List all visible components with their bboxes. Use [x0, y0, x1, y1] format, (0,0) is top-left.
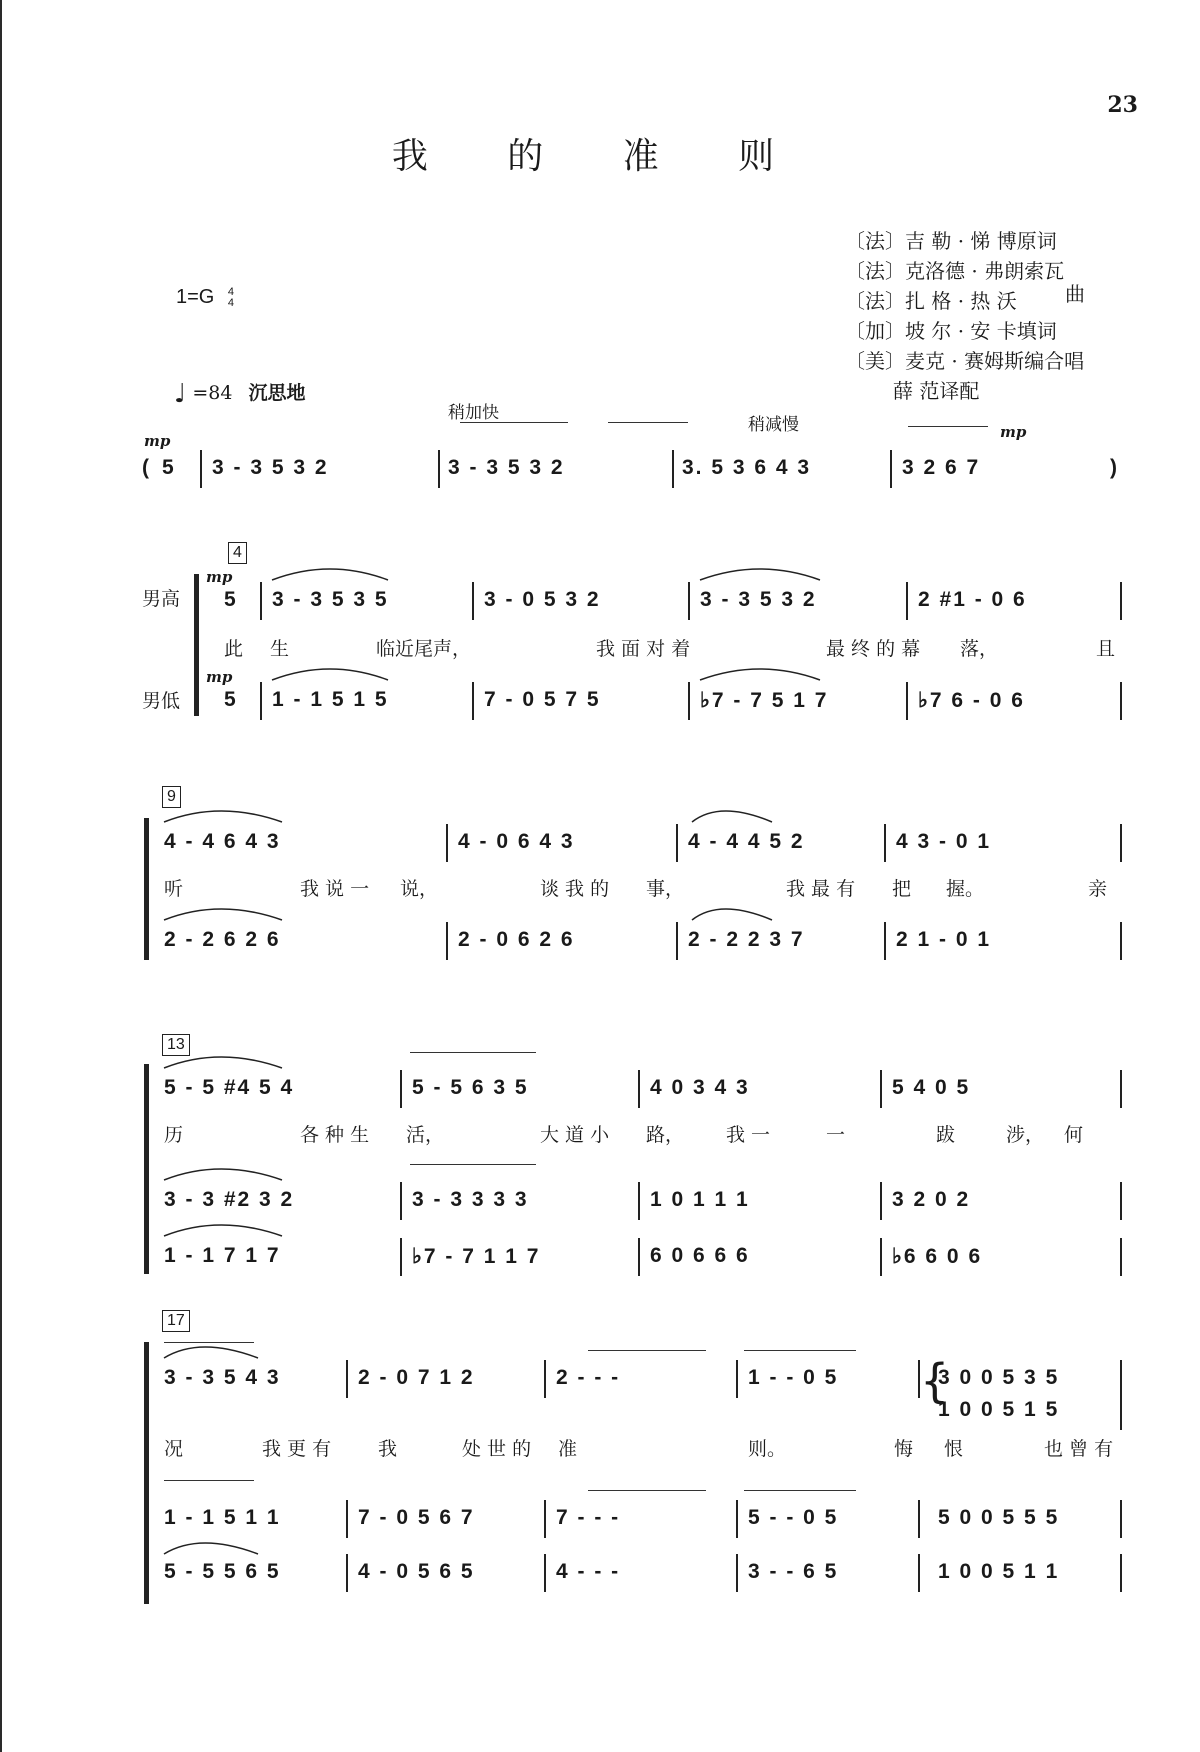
- lyric: 涉，: [1006, 1124, 1045, 1146]
- lyric: 各 种 生: [300, 1124, 370, 1146]
- page-number: 23: [1107, 92, 1138, 118]
- measure: 1 - 1 5 1 5: [272, 688, 389, 711]
- measure: ♭7 6 - 0 6: [918, 689, 1025, 712]
- lyric: 事，: [646, 878, 685, 900]
- measure: 3 - 3 5 3 2: [212, 456, 329, 479]
- lyric: 则。: [748, 1438, 787, 1460]
- lyric: 我 一: [726, 1124, 771, 1146]
- slur: [164, 1169, 282, 1180]
- lyric: 说，: [400, 878, 439, 900]
- credit-line: 〔加〕坡 尔 · 安 卡填词: [845, 319, 1057, 343]
- credit-line: 〔法〕克洛德 · 弗朗索瓦: [845, 259, 1065, 283]
- lyric: 生: [270, 638, 290, 660]
- dynamic-mp: mp: [206, 668, 233, 686]
- credit-composer-suffix: 曲: [1065, 282, 1085, 306]
- lyric: 何: [1064, 1124, 1084, 1146]
- lyric: 我 说 一: [300, 878, 370, 900]
- credit-line: 〔法〕吉 勒 · 悌 博原词: [845, 229, 1057, 253]
- part-label-tenor: 男高: [142, 588, 181, 610]
- slur: [700, 669, 820, 680]
- lyric: 最 终 的 幕: [826, 638, 921, 660]
- measure: 3 - 0 5 3 2: [484, 588, 601, 611]
- measure: 3 - 3 5 3 2: [448, 456, 565, 479]
- measure: 3 - 3 5 4 3: [164, 1366, 281, 1389]
- lyric: 大 道 小: [540, 1124, 610, 1146]
- credit-line: 〔美〕麦克 · 赛姆斯编合唱: [845, 349, 1085, 373]
- measure: 1 0 1 1 1: [650, 1188, 750, 1211]
- measure: ♭6 6 0 6: [892, 1245, 983, 1268]
- credit-line: 薛 范译配: [893, 379, 980, 403]
- measure: 3. 5 3 6 4 3: [682, 456, 812, 479]
- measure: 2 - 0 6 2 6: [458, 928, 575, 951]
- lyric: 跋: [936, 1124, 956, 1146]
- lyric: 路，: [646, 1124, 685, 1146]
- measure: 4 3 - 0 1: [896, 830, 992, 853]
- measure: 4 - 4 4 5 2: [688, 830, 805, 853]
- measure: 4 - 0 5 6 5: [358, 1560, 475, 1583]
- measure: 1 - 1 5 1 1: [164, 1506, 281, 1529]
- measure: 5 4 0 5: [892, 1076, 971, 1099]
- lyric: 把: [892, 878, 912, 900]
- measure: 3 - 3 3 3 3: [412, 1188, 529, 1211]
- measure: 5 - 5 6 3 5: [412, 1076, 529, 1099]
- intro-paren-close: ): [1110, 456, 1119, 479]
- measure: 5 0 0 5 5 5: [938, 1506, 1060, 1529]
- slur: [164, 811, 282, 822]
- measure: 2 - 2 2 3 7: [688, 928, 805, 951]
- lyric: 活，: [406, 1124, 445, 1146]
- rehearsal-number: 4: [228, 542, 247, 564]
- measure: 2 1 - 0 1: [896, 928, 992, 951]
- measure: 7 - 0 5 6 7: [358, 1506, 475, 1529]
- expression-mark: 沉思地: [248, 382, 306, 404]
- measure: 2 - - -: [556, 1366, 621, 1389]
- lyric: 也 曾 有: [1044, 1438, 1114, 1460]
- tempo-value: =84: [192, 382, 233, 404]
- rehearsal-number: 9: [162, 786, 181, 808]
- pickup: 5: [224, 588, 238, 611]
- measure: 7 - - -: [556, 1506, 621, 1529]
- lyric: 况: [164, 1438, 184, 1460]
- slur: [272, 669, 388, 680]
- lyric: 听: [164, 878, 184, 900]
- lyric: 我 面 对 着: [596, 638, 691, 660]
- rehearsal-number: 17: [162, 1310, 190, 1332]
- time-sig-top: 4: [227, 285, 235, 298]
- lyric: 落，: [960, 638, 999, 660]
- slur: [164, 1347, 258, 1358]
- measure: 2 - 2 6 2 6: [164, 928, 281, 951]
- measure: 4 - 0 6 4 3: [458, 830, 575, 853]
- measure: 3 2 6 7: [902, 456, 981, 479]
- dynamic-mp: mp: [206, 568, 233, 586]
- lyric: 亲: [1088, 878, 1108, 900]
- measure: 3 2 0 2: [892, 1188, 971, 1211]
- dynamic-mp: mp: [1000, 423, 1027, 441]
- lyric: 悔: [894, 1438, 914, 1460]
- slur: [164, 909, 282, 920]
- measure: 4 - - -: [556, 1560, 621, 1583]
- lyric: 一: [826, 1124, 846, 1146]
- slur: [692, 909, 772, 920]
- song-title: 我 的 准 则: [391, 136, 809, 177]
- lyric: 谈 我 的: [540, 878, 610, 900]
- measure: 7 - 0 5 7 5: [484, 688, 601, 711]
- measure: 2 - 0 7 1 2: [358, 1366, 475, 1389]
- measure: 6 0 6 6 6: [650, 1244, 750, 1267]
- slur: [700, 569, 820, 580]
- intro-pickup: 5: [162, 456, 176, 479]
- time-sig-bottom: 4: [227, 296, 235, 309]
- measure: 5 - 5 #4 5 4: [164, 1076, 295, 1099]
- slur: [164, 1543, 258, 1554]
- lyric: 历: [164, 1124, 184, 1146]
- measure: 3 - - 6 5: [748, 1560, 839, 1583]
- key-label: 1=G: [176, 286, 215, 308]
- lyric: 恨: [944, 1438, 964, 1460]
- lyric: 我 最 有: [786, 878, 856, 900]
- lyric: 且: [1096, 638, 1116, 660]
- slur: [164, 1225, 282, 1236]
- measure: 2 #1 - 0 6: [918, 588, 1027, 611]
- lyric: 此: [224, 638, 244, 660]
- credit-line: 〔法〕扎 格 · 热 沃: [845, 289, 1017, 313]
- measure: 5 - - 0 5: [748, 1506, 839, 1529]
- measure: 1 0 0 5 1 1: [938, 1560, 1060, 1583]
- intro-paren-open: (: [142, 456, 151, 479]
- measure: 1 0 0 5 1 5: [938, 1398, 1060, 1421]
- measure: ♭7 - 7 5 1 7: [700, 689, 829, 712]
- lyric: 准: [558, 1438, 578, 1460]
- lyric: 握。: [946, 878, 985, 900]
- dynamic-mp: mp: [144, 432, 171, 450]
- quarter-note-icon: ♩: [174, 379, 187, 409]
- rit-mark: 稍减慢: [748, 415, 799, 435]
- measure: 1 - - 0 5: [748, 1366, 839, 1389]
- pickup: 5: [224, 688, 238, 711]
- measure: ♭7 - 7 1 1 7: [412, 1245, 541, 1268]
- measure: 3 - 3 #2 3 2: [164, 1188, 295, 1211]
- lyric: 临近尾声，: [376, 638, 472, 660]
- divisi-brace: {: [920, 1354, 950, 1408]
- slur: [272, 569, 388, 580]
- rehearsal-number: 13: [162, 1034, 190, 1056]
- measure: 1 - 1 7 1 7: [164, 1244, 281, 1267]
- slur: [692, 811, 772, 822]
- slur: [164, 1057, 282, 1068]
- lyric: 处 世 的: [462, 1438, 532, 1460]
- measure: 3 - 3 5 3 5: [272, 588, 389, 611]
- part-label-bass: 男低: [142, 690, 181, 712]
- lyric: 我: [378, 1438, 398, 1460]
- accel-mark: 稍加快: [448, 403, 499, 423]
- measure: 3 - 3 5 3 2: [700, 588, 817, 611]
- measure: 5 - 5 5 6 5: [164, 1560, 281, 1583]
- lyric: 我 更 有: [262, 1438, 332, 1460]
- measure: 4 0 3 4 3: [650, 1076, 750, 1099]
- measure: 3 0 0 5 3 5: [938, 1366, 1060, 1389]
- measure: 4 - 4 6 4 3: [164, 830, 281, 853]
